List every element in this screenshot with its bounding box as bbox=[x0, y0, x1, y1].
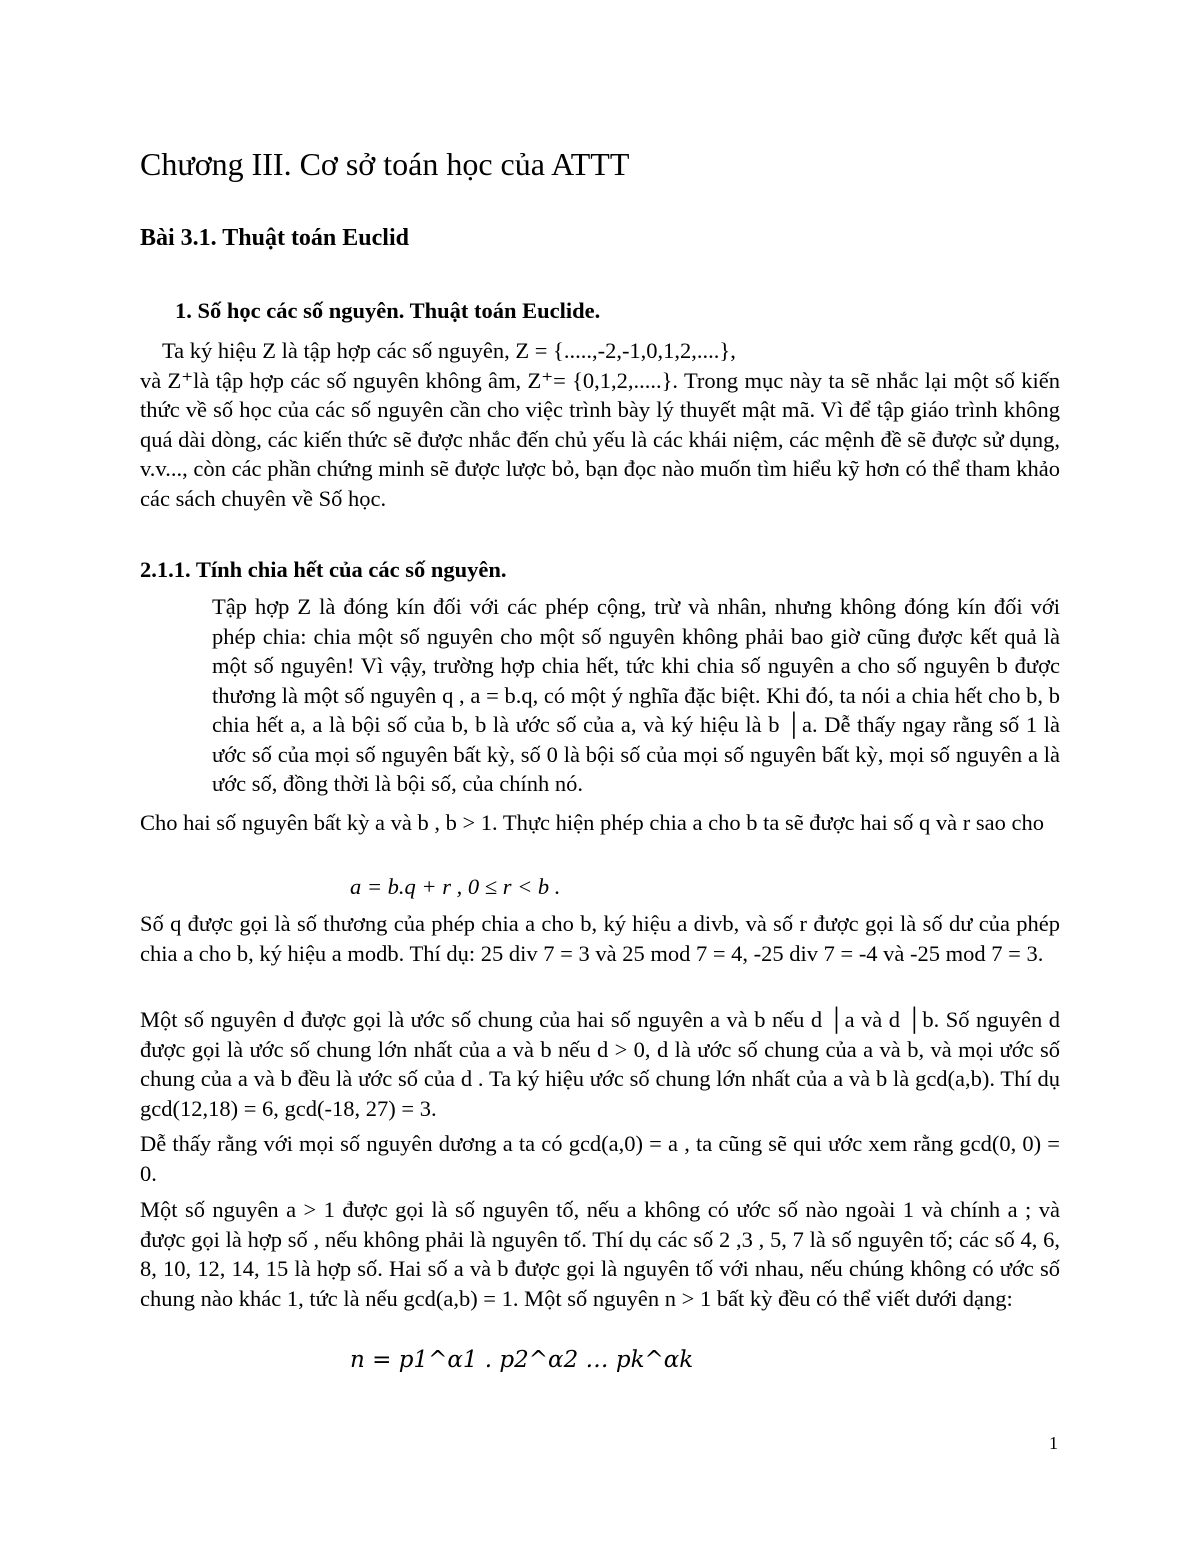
chapter-title: Chương III. Cơ sở toán học của ATTT bbox=[140, 146, 630, 182]
lesson-title: Bài 3.1. Thuật toán Euclid bbox=[140, 225, 409, 251]
divisibility-text: Tập hợp Z là đóng kín đối với các phép cộng, trừ và nhân, nhưng không đóng kín đối với phép chia: chia một số nguyên cho một số nguyên không phải bao giờ cũng được kết quả là một số nguyên! Vì vậy, trường hợp chia hết, tức khi chia số nguyên a cho số nguyên b được thương là một số nguyên q , a = b.q, có một ý nghĩa đặc biệt. Khi đó, ta nói a chia hết cho b, b chia hết a, a là bội số của b, b là ước số của a, và ký hiệu là b │a. Dễ thấy ngay rằng số 1 là ước số của mọi số nguyên bất kỳ, số 0 là bội số của mọi số nguyên bất kỳ, mọi số nguyên a là ước số, đồng thời là bội số, của chính nó. bbox=[212, 594, 1060, 796]
page-number: 1 bbox=[1049, 1433, 1058, 1453]
section-title: 1. Số học các số nguyên. Thuật toán Euclide. bbox=[175, 298, 601, 323]
gcd-zero-paragraph: Dễ thấy rằng với mọi số nguyên dương a ta có gcd(a,0) = a , ta cũng sẽ qui ước xem rằng gcd(0, 0) = 0. bbox=[140, 1131, 1060, 1186]
quotient-remainder-paragraph: Số q được gọi là số thương của phép chia a cho b, ký hiệu a divb, và số r được gọi là số dư của phép chia a cho b, ký hiệu a modb. Thí dụ: 25 div 7 = 3 và 25 mod 7 = 4, -25 div 7 = -4 và -25 mod 7 = 3. bbox=[140, 911, 1060, 966]
prime-factorization-formula: n = p1^α1 . p2^α2 … pk^αk bbox=[350, 1347, 694, 1373]
divisibility-paragraph bbox=[140, 592, 1060, 799]
gcd-definition-paragraph: Một số nguyên d được gọi là ước số chung của hai số nguyên a và b nếu d │a và d │b. Số nguyên d được gọi là ước số chung lớn nhất của a và b nếu d > 0, d là ước số chung của a và b, và mọi ước số chung của a và b đều là ước số của d . Ta ký hiệu ước số chung lớn nhất của a và b là gcd(a,b). Thí dụ gcd(12,18) = 6, gcd(-18, 27) = 3. bbox=[140, 1007, 1060, 1121]
subsection-title: 2.1.1. Tính chia hết của các số nguyên. bbox=[140, 557, 507, 582]
intro-paragraph bbox=[140, 336, 1060, 513]
division-intro-paragraph: Cho hai số nguyên bất kỳ a và b , b > 1. Thực hiện phép chia a cho b ta sẽ được hai số q và r sao cho bbox=[140, 810, 1044, 835]
intro-first-line: Ta ký hiệu Z là tập hợp các số nguyên, Z = {.....,-2,-1,0,1,2,....}, bbox=[162, 338, 736, 363]
intro-body: và Z⁺là tập hợp các số nguyên không âm, Z⁺= {0,1,2,.....}. Trong mục này ta sẽ nhắc lại một số kiến thức về số học của các số nguyên cần cho việc trình bày lý thuyết mật mã. Vì để tập giáo trình không quá dài dòng, các kiến thức sẽ được nhắc đến chủ yếu là các khái niệm, các mệnh đề sẽ được sử dụng, v.v..., còn các phần chứng minh sẽ được lược bỏ, bạn đọc nào muốn tìm hiểu kỹ hơn có thể tham khảo các sách chuyên về Số học. bbox=[140, 367, 1060, 511]
prime-definition-paragraph: Một số nguyên a > 1 được gọi là số nguyên tố, nếu a không có ước số nào ngoài 1 và chính a ; và được gọi là hợp số , nếu không phải là nguyên tố. Thí dụ các số 2 ,3 , 5, 7 là số nguyên tố; các số 4, 6, 8, 10, 12, 14, 15 là hợp số. Hai số a và b được gọi là nguyên tố với nhau, nếu chúng không có ước số chung nào khác 1, tức là nếu gcd(a,b) = 1. Một số nguyên n > 1 bất kỳ đều có thể viết dưới dạng: bbox=[140, 1197, 1060, 1311]
division-formula: a = b.q + r , 0 ≤ r < b . bbox=[350, 874, 561, 899]
